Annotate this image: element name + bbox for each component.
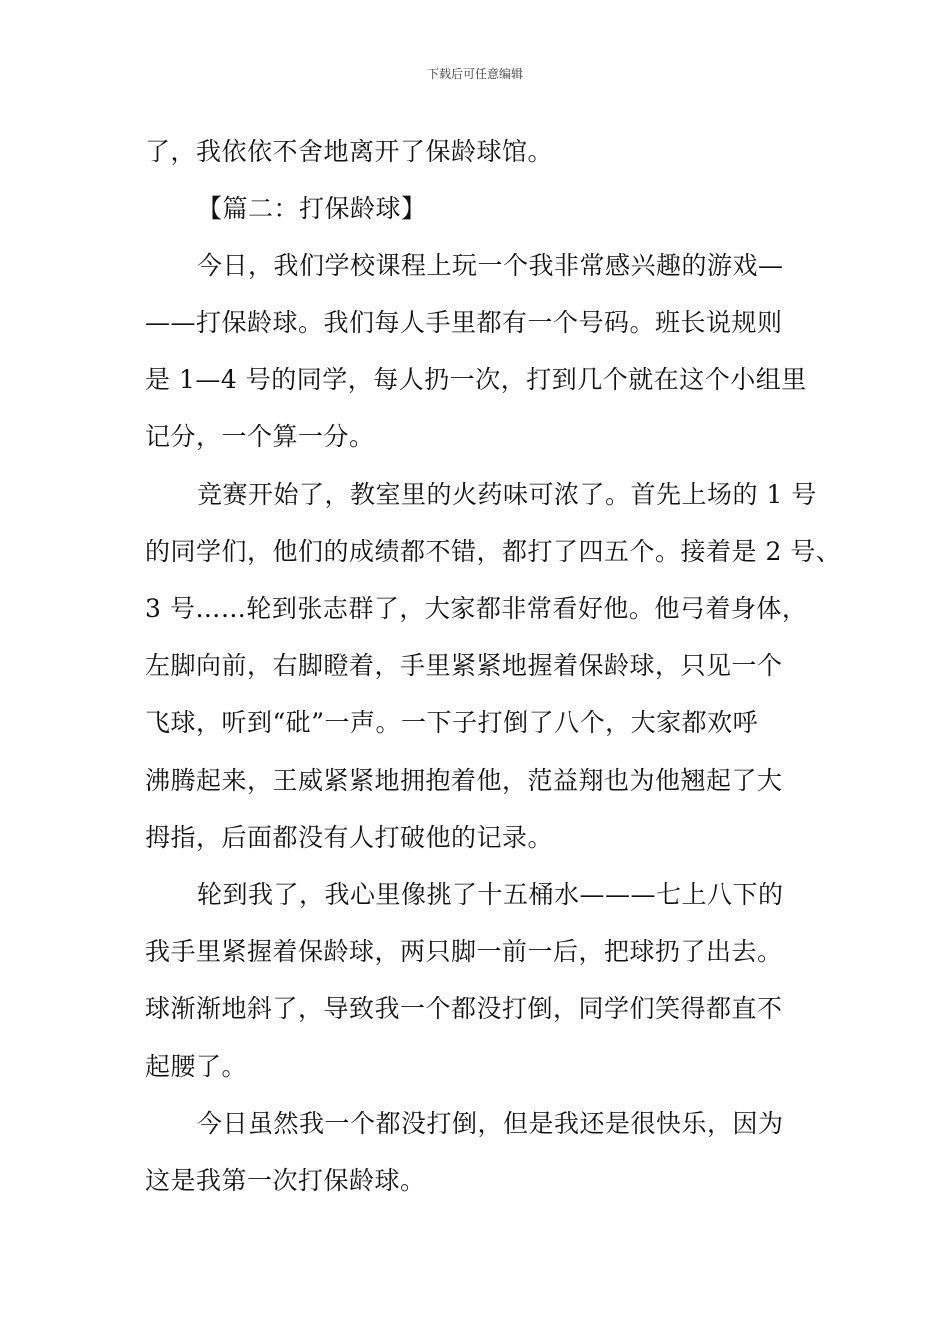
text-line: 飞球，听到“砒”一声。一下子打倒了八个，大家都欢呼 [145, 708, 759, 737]
text-line: 今日虽然我一个都没打倒，但是我还是很快乐，因为 [197, 1109, 784, 1138]
text-line: 这是我第一次打保龄球。 [145, 1166, 426, 1195]
section-title: 【篇二：打保龄球】 [197, 194, 427, 223]
text-line: ——打保龄球。我们每人手里都有一个号码。班长说规则 [145, 308, 783, 337]
text-line: 是 1—4 号的同学，每人扔一次，打到几个就在这个小组里 [145, 365, 807, 394]
text-line: 了，我依依不舍地离开了保龄球馆。 [145, 137, 554, 166]
text-line: 3 号……轮到张志群了，大家都非常看好他。他弓着身体， [145, 594, 808, 623]
text-line: 我手里紧握着保龄球，两只脚一前一后，把球扔了出去。 [145, 937, 783, 966]
text-line: 的同学们，他们的成绩都不错，都打了四五个。接着是 2 号、 [145, 537, 842, 566]
text-line: 沸腾起来，王威紧紧地拥抱着他，范益翔也为他翘起了大 [145, 766, 783, 795]
text-line: 拇指，后面都没有人打破他的记录。 [145, 823, 554, 852]
text-line: 左脚向前，右脚瞪着，手里紧紧地握着保龄球，只见一个 [145, 651, 783, 680]
text-line: 竞赛开始了，教室里的火药味可浓了。首先上场的 1 号 [197, 480, 817, 509]
text-line: 记分，一个算一分。 [145, 422, 375, 451]
text-line: 轮到我了，我心里像挑了十五桶水———七上八下的 [197, 880, 784, 909]
text-line: 起腰了。 [145, 1052, 248, 1081]
text-line: 球渐渐地斜了，导致我一个都没打倒，同学们笑得都直不 [145, 994, 783, 1023]
page-header-note: 下载后可任意编辑 [426, 67, 523, 81]
text-line: 今日，我们学校课程上玩一个我非常感兴趣的游戏— [197, 251, 784, 280]
